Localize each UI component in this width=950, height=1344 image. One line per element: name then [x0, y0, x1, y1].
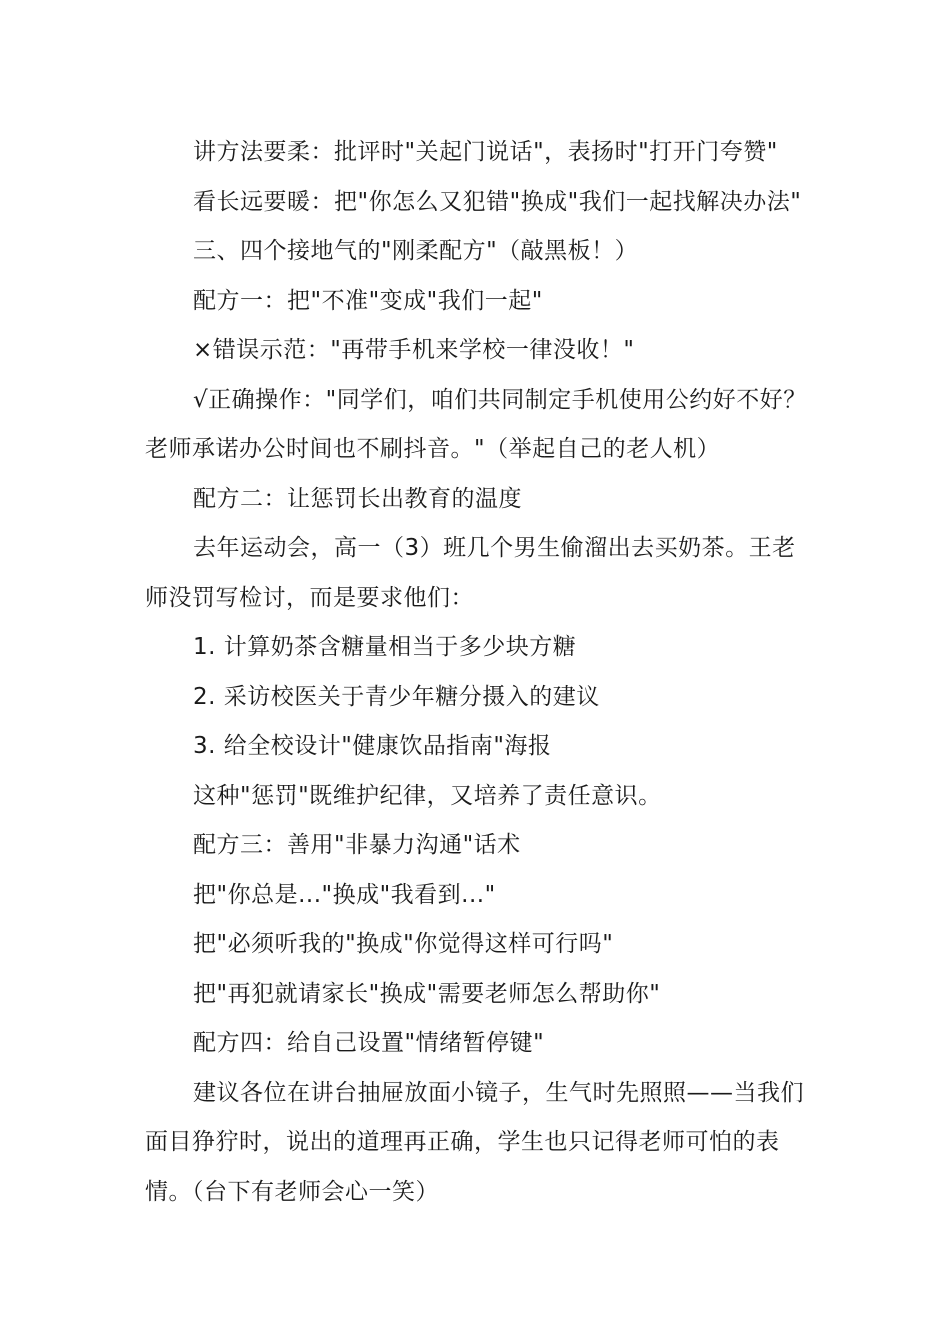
recipe-three-heading: 配方三：善用"非暴力沟通"话术 [193, 832, 521, 858]
document-body [145, 128, 815, 1217]
recipe-one-heading: 配方一：把"不准"变成"我们一起" [193, 287, 543, 314]
wrong-example: ×错误示范："再带手机来学校一律没收！" [193, 337, 635, 363]
recipe-two-heading: 配方二：让惩罚长出教育的温度 [193, 485, 522, 512]
task-item-3: 3. 给全校设计"健康饮品指南"海报 [193, 733, 552, 759]
section-heading-recipes: 三、四个接地气的"刚柔配方"（敲黑板！） [193, 238, 639, 264]
sports-day-story: 去年运动会，高一（3）班几个男生偷溜出去买奶茶。王老师没罚写检讨，而是要求他们： [145, 535, 796, 611]
paragraph-longterm-warm: 看长远要暖：把"你怎么又犯错"换成"我们一起找解决办法" [193, 188, 802, 215]
phrase-swap-3: 把"再犯就请家长"换成"需要老师怎么帮助你" [193, 980, 661, 1007]
punishment-summary: 这种"惩罚"既维护纪律，又培养了责任意识。 [193, 782, 662, 809]
correct-example: √正确操作："同学们，咱们共同制定手机使用公约好不好？老师承诺办公时间也不刷抖音。"（举起自己的老人机） [145, 386, 807, 462]
recipe-four-heading: 配方四：给自己设置"情绪暂停键" [193, 1030, 545, 1056]
task-item-2: 2. 采访校医关于青少年糖分摄入的建议 [193, 683, 600, 710]
task-item-1: 1. 计算奶茶含糖量相当于多少块方糖 [193, 634, 577, 660]
phrase-swap-1: 把"你总是..."换成"我看到..." [193, 881, 496, 908]
mirror-suggestion: 建议各位在讲台抽屉放面小镜子，生气时先照照——当我们面目狰狞时，说出的道理再正确，学生也只记得老师可怕的表情。（台下有老师会心一笑） [145, 1079, 804, 1205]
paragraph-method-gentle: 讲方法要柔：批评时"关起门说话"，表扬时"打开门夸赞" [193, 139, 778, 165]
phrase-swap-2: 把"必须听我的"换成"你觉得这样可行吗" [193, 931, 614, 957]
